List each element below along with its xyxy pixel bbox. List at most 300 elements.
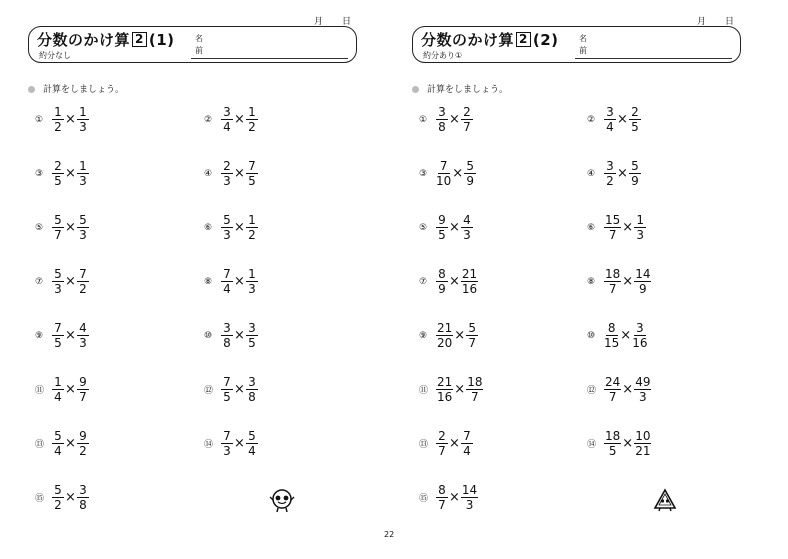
denominator: 2: [79, 444, 87, 458]
numerator: 2: [52, 160, 64, 174]
problem-item: [204, 160, 258, 187]
name-label-char-2: 前: [579, 46, 587, 55]
denominator: 7: [463, 120, 471, 134]
name-input-line[interactable]: [191, 58, 348, 59]
problem-item: [35, 484, 89, 511]
day-label: 日: [342, 17, 352, 27]
fraction: [52, 268, 64, 295]
problem-number: ⑥: [587, 222, 596, 233]
numerator: 3: [77, 484, 89, 498]
fraction: [436, 160, 451, 187]
problem-number: ⑦: [35, 276, 44, 287]
fraction: [604, 322, 619, 349]
header-box: [412, 26, 741, 63]
denominator: 3: [54, 282, 62, 296]
numerator: 3: [604, 160, 616, 174]
smiley-mascot-icon: [269, 489, 295, 513]
denominator: 3: [639, 390, 647, 404]
numerator: 2: [221, 160, 233, 174]
numerator: 3: [221, 322, 233, 336]
denominator: 7: [608, 390, 617, 404]
multiply-sign-icon: ×: [622, 436, 634, 451]
denominator: 7: [471, 390, 479, 404]
multiply-sign-icon: ×: [617, 166, 628, 181]
numerator: 24: [605, 375, 621, 389]
fraction: [461, 430, 473, 457]
fraction: [52, 484, 64, 511]
bullet-icon: [412, 86, 419, 93]
title-text: 分数のかけ算: [37, 31, 131, 49]
denominator: 8: [223, 336, 231, 350]
multiply-sign-icon: ×: [620, 328, 632, 343]
denominator: 4: [223, 120, 231, 134]
numerator: 5: [52, 484, 64, 498]
denominator: 3: [223, 174, 231, 188]
problem-number: ①: [35, 114, 44, 125]
problem-number: ⑫: [587, 386, 597, 396]
numerator: 14: [635, 267, 651, 281]
denominator: 8: [79, 498, 87, 512]
page-number: 22: [384, 530, 395, 539]
denominator: 2: [54, 498, 62, 512]
problem-item: [204, 322, 258, 349]
fraction: [246, 106, 258, 133]
problem-item: [587, 214, 646, 241]
problem-number: ③: [35, 168, 44, 179]
numerator: 4: [461, 214, 473, 228]
fraction: [221, 160, 233, 187]
instruction: [28, 82, 124, 95]
multiply-sign-icon: ×: [65, 328, 76, 343]
numerator: 8: [606, 322, 618, 336]
fraction: [461, 484, 478, 511]
numerator: 1: [52, 106, 64, 120]
numerator: 2: [629, 106, 641, 120]
problem-item: [35, 322, 89, 349]
fraction: [634, 430, 651, 457]
numerator: 7: [221, 376, 233, 390]
numerator: 1: [634, 214, 646, 228]
worksheet-title: [37, 29, 175, 50]
fraction: [461, 214, 473, 241]
fraction: [629, 160, 641, 187]
multiply-sign-icon: ×: [65, 220, 76, 235]
numerator: 5: [466, 322, 478, 336]
problem-item: [204, 430, 258, 457]
problem-number: ②: [587, 114, 596, 125]
problem-item: [35, 214, 89, 241]
multiply-sign-icon: ×: [449, 436, 460, 451]
numerator: 18: [467, 375, 483, 389]
bullet-icon: [28, 86, 35, 93]
worksheet-title: [421, 29, 559, 50]
numerator: 7: [461, 430, 473, 444]
fraction: [436, 376, 453, 403]
problem-number: ⑥: [204, 222, 213, 233]
denominator: 4: [606, 120, 614, 134]
multiply-sign-icon: ×: [65, 274, 76, 289]
problem-item: [35, 160, 89, 187]
denominator: 5: [608, 444, 617, 458]
numerator: 1: [246, 268, 258, 282]
problem-number: ⑪: [419, 386, 429, 396]
denominator: 5: [54, 336, 62, 350]
title-text: 分数のかけ算: [421, 31, 515, 49]
denominator: 3: [79, 336, 87, 350]
fraction: [436, 106, 448, 133]
problem-number: ⑨: [35, 330, 44, 341]
multiply-sign-icon: ×: [622, 274, 634, 289]
denominator: 7: [438, 498, 446, 512]
fraction: [77, 268, 89, 295]
problem-number: ④: [587, 168, 596, 179]
fraction: [77, 214, 89, 241]
fraction: [77, 160, 89, 187]
problem-item: [204, 268, 258, 295]
fraction: [604, 214, 621, 241]
numerator: 5: [464, 160, 476, 174]
fraction: [52, 322, 64, 349]
fraction: [52, 376, 64, 403]
multiply-sign-icon: ×: [622, 220, 634, 235]
numerator: 5: [52, 268, 64, 282]
numerator: 9: [436, 214, 448, 228]
fraction: [77, 376, 89, 403]
title-number-box: 2: [132, 32, 147, 47]
multiply-sign-icon: ×: [622, 382, 634, 397]
fraction: [77, 106, 89, 133]
denominator: 20: [437, 336, 453, 350]
denominator: 2: [606, 174, 614, 188]
fraction: [436, 268, 448, 295]
name-input-line[interactable]: [575, 58, 732, 59]
numerator: 3: [634, 322, 646, 336]
problem-item: [587, 430, 651, 457]
denominator: 3: [463, 228, 471, 242]
denominator: 5: [248, 174, 256, 188]
problem-number: ⑧: [204, 276, 213, 287]
multiply-sign-icon: ×: [452, 166, 464, 181]
multiply-sign-icon: ×: [234, 328, 245, 343]
fraction: [604, 106, 616, 133]
multiply-sign-icon: ×: [65, 490, 76, 505]
instruction: [412, 82, 508, 95]
denominator: 15: [604, 336, 620, 350]
day-label: 日: [725, 17, 735, 27]
problem-item: [419, 484, 478, 511]
denominator: 3: [79, 228, 87, 242]
numerator: 1: [77, 160, 89, 174]
denominator: 10: [436, 174, 452, 188]
numerator: 3: [221, 106, 233, 120]
numerator: 10: [635, 429, 651, 443]
numerator: 8: [436, 268, 448, 282]
name-label-char-1: 名: [579, 34, 587, 43]
problem-item: [35, 376, 89, 403]
header-box: [28, 26, 357, 63]
denominator: 5: [631, 120, 639, 134]
numerator: 9: [77, 430, 89, 444]
denominator: 7: [468, 336, 476, 350]
fraction: [466, 322, 478, 349]
denominator: 8: [438, 120, 446, 134]
numerator: 1: [52, 376, 64, 390]
problem-number: ③: [419, 168, 428, 179]
denominator: 5: [223, 390, 231, 404]
worksheet-right: [394, 0, 788, 559]
problem-item: [419, 214, 473, 241]
fraction: [436, 322, 453, 349]
problem-number: ⑤: [419, 222, 428, 233]
denominator: 7: [438, 444, 446, 458]
denominator: 9: [631, 174, 639, 188]
problem-item: [35, 430, 89, 457]
fraction: [246, 376, 258, 403]
fraction: [604, 160, 616, 187]
multiply-sign-icon: ×: [234, 274, 245, 289]
problem-item: [587, 106, 641, 133]
multiply-sign-icon: ×: [454, 328, 466, 343]
numerator: 18: [605, 429, 621, 443]
numerator: 3: [246, 376, 258, 390]
fraction: [221, 214, 233, 241]
denominator: 4: [248, 444, 256, 458]
fraction: [52, 214, 64, 241]
denominator: 4: [463, 444, 471, 458]
multiply-sign-icon: ×: [65, 112, 76, 127]
denominator: 5: [54, 174, 62, 188]
problem-number: ⑮: [35, 494, 45, 504]
subtitle: 約分あり①: [423, 51, 463, 60]
denominator: 2: [248, 228, 256, 242]
title-part: (1): [148, 31, 175, 49]
fraction: [52, 430, 64, 457]
denominator: 9: [466, 174, 474, 188]
numerator: 5: [52, 214, 64, 228]
month-label: 月: [697, 17, 707, 27]
problem-item: [35, 268, 89, 295]
problem-number: ⑩: [587, 330, 596, 341]
numerator: 3: [246, 322, 258, 336]
fraction: [246, 160, 258, 187]
denominator: 3: [223, 444, 231, 458]
numerator: 1: [246, 214, 258, 228]
problem-item: [419, 430, 473, 457]
fraction: [246, 268, 258, 295]
denominator: 7: [608, 228, 617, 242]
numerator: 5: [629, 160, 641, 174]
problem-number: ⑧: [587, 276, 596, 287]
fraction: [52, 160, 64, 187]
numerator: 7: [52, 322, 64, 336]
denominator: 4: [54, 444, 62, 458]
problem-item: [587, 376, 651, 403]
subtitle: 約分なし: [39, 51, 71, 60]
denominator: 16: [632, 336, 648, 350]
problem-number: ⑬: [35, 440, 45, 450]
denominator: 3: [465, 498, 474, 512]
numerator: 7: [221, 430, 233, 444]
fraction: [629, 106, 641, 133]
denominator: 2: [54, 120, 62, 134]
denominator: 5: [248, 336, 256, 350]
problem-item: [204, 214, 258, 241]
fraction: [461, 106, 473, 133]
fraction: [632, 322, 647, 349]
denominator: 16: [437, 390, 453, 404]
problem-item: [587, 322, 647, 349]
numerator: 7: [246, 160, 258, 174]
title-number-box: 2: [516, 32, 531, 47]
denominator: 8: [248, 390, 256, 404]
numerator: 5: [246, 430, 258, 444]
fraction: [221, 376, 233, 403]
name-label: [579, 33, 587, 57]
numerator: 5: [52, 430, 64, 444]
multiply-sign-icon: ×: [449, 112, 460, 127]
denominator: 7: [79, 390, 87, 404]
fraction: [77, 484, 89, 511]
problem-item: [204, 376, 258, 403]
fraction: [221, 268, 233, 295]
fraction: [77, 430, 89, 457]
problem-item: [587, 268, 651, 295]
problem-number: ⑩: [204, 330, 213, 341]
problem-number: ②: [204, 114, 213, 125]
denominator: 7: [54, 228, 62, 242]
problem-number: ⑮: [419, 494, 429, 504]
numerator: 2: [461, 106, 473, 120]
name-label-char-1: 名: [195, 34, 203, 43]
problem-item: [587, 160, 641, 187]
fraction: [436, 430, 448, 457]
denominator: 3: [79, 174, 87, 188]
numerator: 5: [77, 214, 89, 228]
numerator: 4: [77, 322, 89, 336]
denominator: 9: [438, 282, 446, 296]
fraction: [634, 214, 646, 241]
numerator: 1: [246, 106, 258, 120]
fraction: [246, 214, 258, 241]
fraction: [221, 430, 233, 457]
multiply-sign-icon: ×: [449, 490, 460, 505]
numerator: 15: [605, 213, 621, 227]
denominator: 3: [248, 282, 256, 296]
problem-item: [204, 106, 258, 133]
numerator: 3: [436, 106, 448, 120]
problem-number: ①: [419, 114, 428, 125]
numerator: 5: [221, 214, 233, 228]
multiply-sign-icon: ×: [234, 382, 245, 397]
problem-number: ⑬: [419, 440, 429, 450]
numerator: 2: [436, 430, 448, 444]
multiply-sign-icon: ×: [617, 112, 628, 127]
problem-number: ⑦: [419, 276, 428, 287]
fraction: [604, 376, 621, 403]
fraction: [52, 106, 64, 133]
numerator: 7: [438, 160, 450, 174]
numerator: 14: [461, 483, 478, 497]
month-label: 月: [314, 17, 324, 27]
fraction: [221, 106, 233, 133]
denominator: 2: [248, 120, 256, 134]
denominator: 16: [461, 282, 478, 296]
denominator: 21: [635, 444, 651, 458]
fraction: [604, 430, 621, 457]
fraction: [634, 376, 651, 403]
multiply-sign-icon: ×: [449, 274, 460, 289]
denominator: 9: [639, 282, 647, 296]
multiply-sign-icon: ×: [65, 382, 76, 397]
numerator: 7: [77, 268, 89, 282]
name-label: [195, 33, 203, 57]
fraction: [77, 322, 89, 349]
denominator: 3: [636, 228, 644, 242]
fraction: [466, 376, 483, 403]
numerator: 21: [437, 375, 453, 389]
multiply-sign-icon: ×: [449, 220, 460, 235]
numerator: 7: [221, 268, 233, 282]
denominator: 3: [223, 228, 231, 242]
denominator: 4: [54, 390, 62, 404]
problem-number: ⑤: [35, 222, 44, 233]
problem-number: ④: [204, 168, 213, 179]
multiply-sign-icon: ×: [234, 220, 245, 235]
numerator: 21: [437, 321, 453, 335]
fraction: [221, 322, 233, 349]
problem-number: ⑭: [204, 440, 214, 450]
problem-item: [419, 160, 476, 187]
problem-item: [419, 322, 478, 349]
problem-number: ⑪: [35, 386, 45, 396]
name-label-char-2: 前: [195, 46, 203, 55]
fraction: [436, 484, 448, 511]
problem-number: ⑫: [204, 386, 214, 396]
numerator: 18: [605, 267, 621, 281]
problem-item: [419, 268, 478, 295]
problem-item: [419, 376, 483, 403]
multiply-sign-icon: ×: [454, 382, 466, 397]
fraction: [246, 430, 258, 457]
instruction-text: 計算をしましょう。: [43, 85, 125, 95]
numerator: 49: [635, 375, 651, 389]
numerator: 3: [604, 106, 616, 120]
denominator: 3: [79, 120, 87, 134]
fraction: [436, 214, 448, 241]
fraction: [464, 160, 476, 187]
numerator: 8: [436, 484, 448, 498]
fraction: [604, 268, 621, 295]
denominator: 5: [438, 228, 446, 242]
fraction: [461, 268, 478, 295]
numerator: 21: [461, 267, 478, 281]
multiply-sign-icon: ×: [65, 166, 76, 181]
problem-item: [419, 106, 473, 133]
problem-number: ⑨: [419, 330, 428, 341]
title-part: (2): [532, 31, 559, 49]
instruction-text: 計算をしましょう。: [427, 85, 509, 95]
problem-number: ⑭: [587, 440, 597, 450]
numerator: 9: [77, 376, 89, 390]
fraction: [634, 268, 651, 295]
problem-item: [35, 106, 89, 133]
multiply-sign-icon: ×: [234, 112, 245, 127]
multiply-sign-icon: ×: [234, 166, 245, 181]
multiply-sign-icon: ×: [234, 436, 245, 451]
numerator: 1: [77, 106, 89, 120]
fraction: [246, 322, 258, 349]
multiply-sign-icon: ×: [65, 436, 76, 451]
